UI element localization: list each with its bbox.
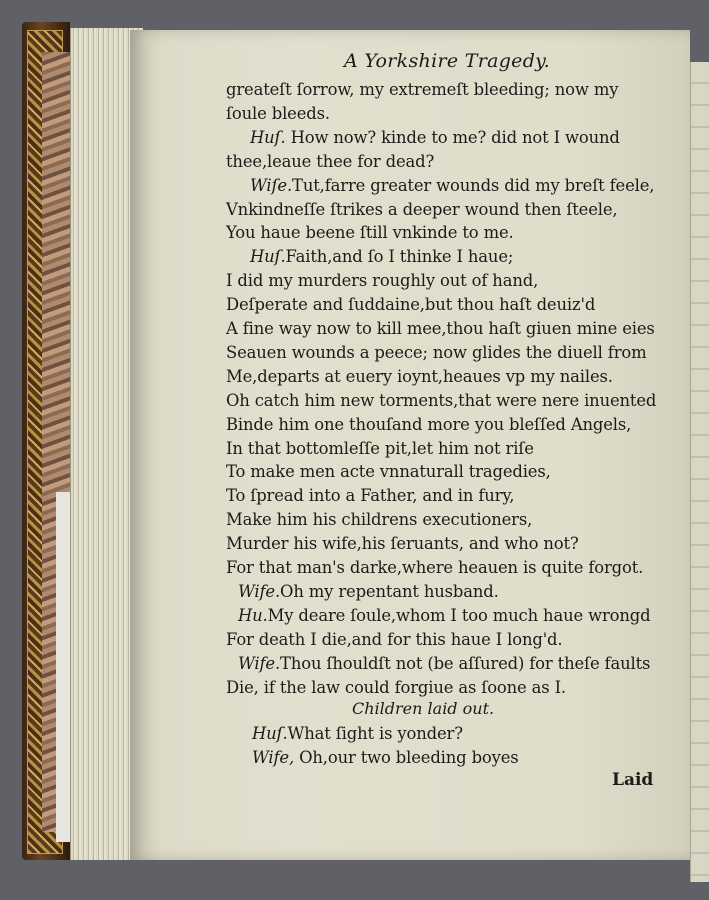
speaker-prefix: Huſ.	[252, 724, 288, 743]
verse-text: For that man's darke,where heauen is quite forgot.	[226, 558, 644, 577]
verse-text: I did my murders roughly out of hand,	[226, 271, 539, 291]
text-line	[226, 439, 534, 458]
speaker-prefix: Huſ.	[250, 127, 286, 147]
speaker-prefix: Wife,	[252, 748, 295, 767]
text-line	[226, 510, 532, 529]
text-line	[226, 367, 613, 386]
text-line	[226, 343, 647, 362]
text-line	[226, 295, 595, 314]
running-head: A Yorkshire Tragedy.	[344, 50, 551, 72]
verse-text: Thou ſhouldſt not (be aſſured) for theſe faults	[280, 653, 651, 673]
facing-page-edge	[690, 62, 709, 882]
speaker-prefix: Hu.	[238, 605, 268, 625]
verse-text: A fine way now to kill mee,thou haſt giuen mine eies	[226, 319, 655, 338]
verse-text: You haue beene ſtill vnkinde to me.	[226, 223, 514, 243]
text-line	[226, 152, 434, 171]
text-line	[226, 630, 562, 649]
verse-text: Murder his wife,his ſeruants, and who not?	[226, 534, 579, 554]
text-line	[250, 176, 654, 195]
text-line	[252, 724, 463, 743]
catchword: Laid	[612, 770, 654, 790]
text-line	[250, 247, 513, 266]
text-line	[226, 271, 538, 290]
verse-text: greateſt ſorrow, my extremeſt bleeding; now my	[226, 80, 619, 99]
text-line	[226, 678, 566, 697]
speaker-prefix: Huſ.	[250, 247, 286, 267]
verse-text: thee,leaue thee for dead?	[226, 151, 435, 171]
verse-text: What ſight is yonder?	[287, 724, 463, 743]
verse-text: Faith,and ſo I thinke I haue;	[285, 247, 514, 267]
text-line	[238, 582, 499, 601]
text-line	[226, 486, 514, 505]
text-line	[238, 606, 650, 625]
verse-text: Binde him one thouſand more you bleſſed Angels,	[226, 414, 632, 434]
verse-text: Oh my repentant husband.	[280, 581, 499, 601]
verse-text: To ſpread into a Father, and in fury,	[226, 486, 515, 506]
verse-text: Vnkindneſſe ſtrikes a deeper wound then ſteele,	[226, 199, 618, 219]
speaker-prefix: Wife.	[238, 581, 281, 601]
text-line	[252, 748, 519, 767]
text-line	[226, 462, 551, 481]
text-line	[226, 558, 643, 577]
verse-text: Make him his childrens executioners,	[226, 510, 533, 530]
verse-text: Oh catch him new torments,that were nere inuented	[226, 390, 657, 410]
verse-text: Tut,farre greater wounds did my breſt feele,	[292, 175, 655, 195]
text-line	[226, 80, 618, 99]
text-line	[226, 319, 655, 338]
verse-text: In that bottomleſſe pit,let him not riſe	[226, 438, 534, 458]
book	[22, 22, 709, 862]
verse-text: Me,departs at euery ioynt,heaues vp my nailes.	[226, 366, 613, 386]
text-line	[226, 391, 656, 410]
verse-text: Oh,our two bleeding boyes	[294, 748, 519, 767]
text-line	[226, 223, 514, 242]
stage-direction: Children laid out.	[352, 699, 495, 718]
text-line	[238, 654, 650, 673]
verse-text: How now? kinde to me? did not I wound	[285, 127, 620, 147]
verse-text: To make men acte vnnaturall tragedies,	[226, 462, 551, 482]
verse-text: Deſperate and ſuddaine,but thou haſt deuiz'd	[226, 295, 596, 315]
text-line	[226, 415, 631, 434]
verse-text: My deare ſoule,whom I too much haue wrongd	[267, 605, 651, 625]
text-line	[226, 534, 579, 553]
verse-text: Die, if the law could forgiue as ſoone as I.	[226, 677, 566, 697]
text-line	[226, 200, 618, 219]
text-line	[250, 128, 620, 147]
speaker-prefix: Wiſe.	[250, 175, 293, 195]
speaker-prefix: Wife.	[238, 653, 281, 673]
text-line	[226, 104, 330, 123]
verse-text: For death I die,and for this haue I long'd.	[226, 629, 563, 649]
verse-text: Seauen wounds a peece; now glides the diuell from	[226, 342, 647, 362]
book-page	[130, 30, 690, 860]
verse-text: ſoule bleeds.	[226, 103, 330, 123]
